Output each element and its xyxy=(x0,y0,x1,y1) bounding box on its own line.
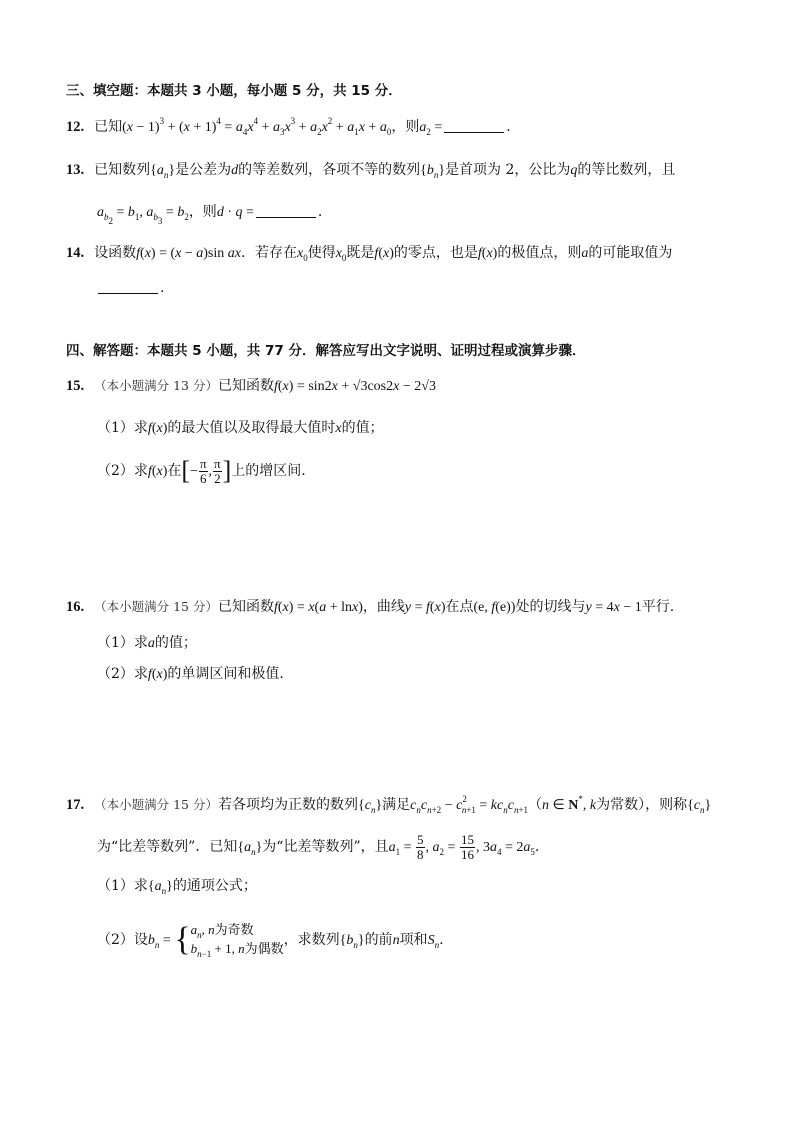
question-16-part-1: （1）求a的值； xyxy=(97,635,197,651)
function-formula: f(x) = sin2x + √3cos2x − 2√3 xyxy=(273,379,436,394)
question-number: 14. xyxy=(66,245,85,261)
question-13-cont: $a_{b_2} = b_1$, $a_{b_3} = b_2$，则d · q = . xyxy=(97,204,323,226)
fraction: $\frac{15}{16}$ xyxy=(460,831,474,862)
score-note: （本小题满分 13 分） xyxy=(94,378,218,393)
question-17-part-1: （1）求$\{a_n\}$的通项公式； xyxy=(97,878,257,896)
question-15-part-1: （1）求f(x)的最大值以及取得最大值时x的值； xyxy=(97,420,384,436)
answer-blank[interactable] xyxy=(256,203,316,218)
piecewise-cases: $a_n$, n为奇数 $b_{n-1} + 1$, n为偶数 xyxy=(190,922,284,959)
score-note: （本小题满分 15 分） xyxy=(94,599,218,614)
question-14-cont: . xyxy=(96,278,164,298)
section-4-header: 四、解答题：本题共 5 小题，共 77 分．解答应写出文字说明、证明过程或演算步骤． xyxy=(66,343,586,359)
fraction: $\frac{\pi}{2}$ xyxy=(214,455,221,486)
fraction: $\frac{5}{8}$ xyxy=(417,831,424,862)
question-number: 13. xyxy=(66,162,85,178)
fraction: $\frac{\pi}{6}$ xyxy=(199,455,207,486)
question-number: 17. xyxy=(66,797,85,813)
question-number: 12. xyxy=(66,119,85,135)
question-17: 17. （本小题满分 15 分）若各项均为正数的数列$\{c_n\}$满足$c_nc_{n+2} - c^2_{n+1} = kc_nc_{n+1}(n$ ∈ N*, k为常数），则称$\{c_n\}$ xyxy=(66,794,712,815)
question-12: 12. 已知$(x - 1)^3 + (x + 1)^4 = a_4x^4 + a_3x^3 + a_2x^2 + a_1x + a_0$，则$a_2$ = . xyxy=(66,116,511,137)
score-note: （本小题满分 15 分） xyxy=(94,797,218,812)
question-14: 14. 设函数f(x) = (x − a)sin ax．若存在$x_0$使得$x_0$既是f(x)的零点，也是f(x)的极值点，则a的可能取值为 xyxy=(66,245,673,263)
question-15: 15. （本小题满分 13 分）已知函数f(x) = sin2x + √3cos2x − 2√3 xyxy=(66,378,436,394)
question-17-part-2: （2）设$b_n$ = { $a_n$, n为奇数 $b_{n-1} + 1$, n为偶数 ，求数列$\{b_n\}$的前n项和$S_n$. xyxy=(97,921,444,959)
question-number: 16. xyxy=(66,599,85,615)
expansion-formula: $(x - 1)^3 + (x + 1)^4 = a_4x^4 + a_3x^3 + a_2x^2 + a_1x + a_0$ xyxy=(122,116,392,137)
answer-blank[interactable] xyxy=(444,118,504,133)
question-17-cont: 为“比差等数列”．已知$\{a_n\}$为“比差等数列”，且$a_1$ = $\frac{5}{8}$ , $a_2$ = $\frac{15}{16}$ , $3a_4 = 2a_5$. xyxy=(97,831,540,862)
question-16-part-2: （2）求f(x)的单调区间和极值. xyxy=(97,666,284,682)
answer-blank[interactable] xyxy=(98,279,158,294)
question-15-part-2: （2）求f(x)在[− $\frac{\pi}{6}$ , $\frac{\pi}{2}$ ]上的增区间. xyxy=(97,455,306,486)
question-number: 15. xyxy=(66,378,85,394)
question-13: 13. 已知数列$\{a_n\}$是公差为d的等差数列，各项不等的数列$\{b_n\}$是首项为 2，公比为q的等比数列，且 xyxy=(66,162,676,180)
question-16: 16. （本小题满分 15 分）已知函数f(x) = x(a + lnx)，曲线y = f(x)在点(e, f(e))处的切线与y = 4x − 1平行. xyxy=(66,599,675,615)
section-3-header: 三、填空题：本题共 3 小题，每小题 5 分，共 15 分． xyxy=(66,83,402,99)
